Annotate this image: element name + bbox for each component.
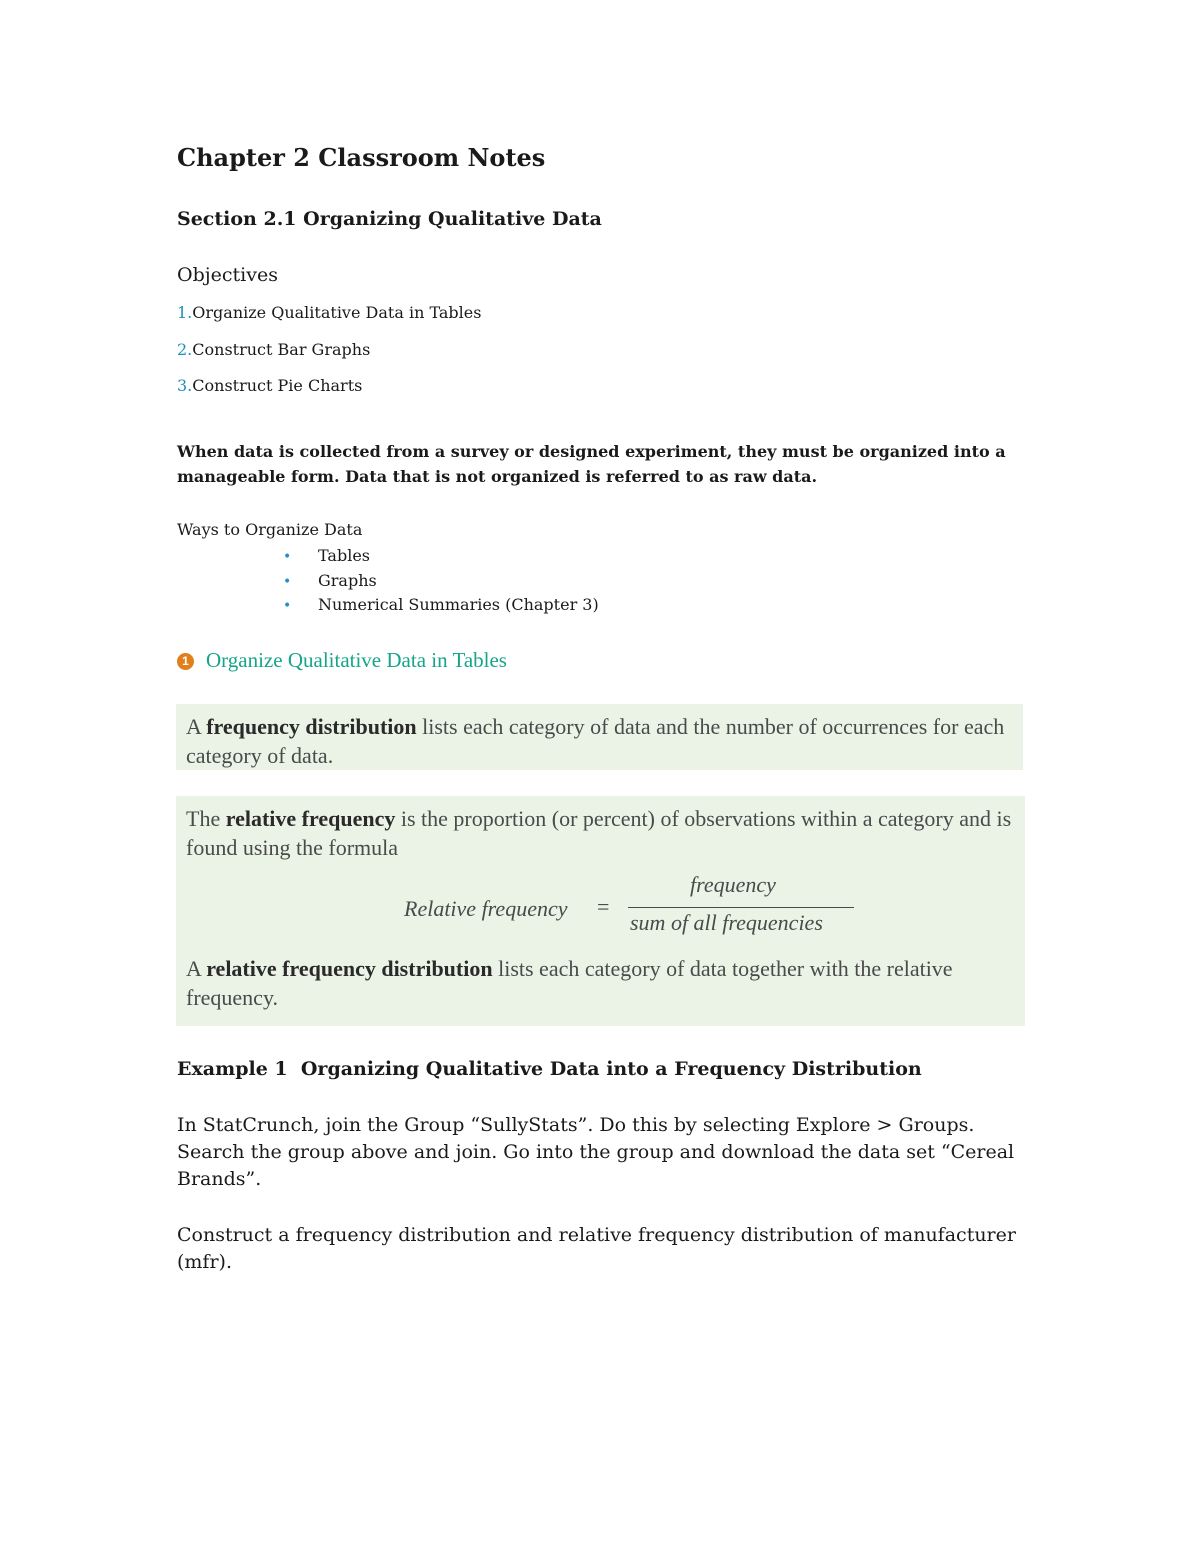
definition-term: relative frequency distribution xyxy=(206,956,493,981)
example-paragraph-instructions: In StatCrunch, join the Group “SullyStats”. Do this by selecting Explore > Groups. Search the group above and join. Go into the group and download the data set “Cereal Brands”. xyxy=(177,1114,1015,1190)
definition-prefix: A xyxy=(186,956,207,981)
definition-term: relative frequency xyxy=(225,806,396,831)
list-item-text: Tables xyxy=(318,546,371,565)
list-item xyxy=(283,571,377,590)
fraction-bar xyxy=(628,907,854,908)
definition-box-relative-frequency xyxy=(176,796,1025,1026)
formula-equals: = xyxy=(597,894,610,919)
objective-section-heading xyxy=(177,648,507,673)
formula-denominator: sum of all frequencies xyxy=(630,910,823,935)
bullet-icon: • xyxy=(283,574,292,590)
objective-number-badge-icon: 1 xyxy=(177,653,194,670)
bullet-icon: • xyxy=(283,598,292,614)
definition-prefix: A xyxy=(186,714,207,739)
objectives-heading: Objectives xyxy=(177,264,278,286)
objective-number: 2. xyxy=(177,340,193,359)
definition-text xyxy=(186,954,1016,1012)
list-item-text: Numerical Summaries (Chapter 3) xyxy=(318,595,599,614)
objective-item xyxy=(177,376,362,395)
formula-numerator: frequency xyxy=(690,872,776,897)
list-item xyxy=(283,595,599,614)
bullet-icon: • xyxy=(283,549,292,565)
objective-text: Construct Bar Graphs xyxy=(192,340,371,359)
objective-text: Organize Qualitative Data in Tables xyxy=(192,303,482,322)
objective-number: 3. xyxy=(177,376,193,395)
definition-term: frequency distribution xyxy=(206,714,417,739)
definition-text xyxy=(186,804,1016,862)
definition-prefix: The xyxy=(186,806,226,831)
objective-section-title: Organize Qualitative Data in Tables xyxy=(206,648,507,672)
example-paragraph-task: Construct a frequency distribution and relative frequency distribution of manufacturer (mfr). xyxy=(177,1224,1016,1273)
definition-body: lists each category of data and the number of occurrences for each category of data. xyxy=(186,714,1005,768)
objective-item xyxy=(177,303,481,322)
example-heading: Example 1 Organizing Qualitative Data into a Frequency Distribution xyxy=(177,1058,922,1080)
section-title: Section 2.1 Organizing Qualitative Data xyxy=(177,208,602,230)
definition-text xyxy=(186,712,1016,770)
list-item xyxy=(283,546,370,565)
chapter-title: Chapter 2 Classroom Notes xyxy=(177,143,546,172)
ways-heading: Ways to Organize Data xyxy=(177,520,363,539)
definition-body: is the proportion (or percent) of observations within a category and is found using the formula xyxy=(186,806,1012,860)
formula-lhs: Relative frequency xyxy=(404,896,568,921)
list-item-text: Graphs xyxy=(318,571,377,590)
definition-body: lists each category of data together with the relative frequency. xyxy=(186,956,953,1010)
objective-text: Construct Pie Charts xyxy=(192,376,363,395)
intro-paragraph: When data is collected from a survey or designed experiment, they must be organized into a manageable form. Data that is not organized is referred to as raw data. xyxy=(177,442,1006,486)
definition-box-frequency-distribution xyxy=(176,704,1023,770)
objective-item xyxy=(177,340,370,359)
objective-number: 1. xyxy=(177,303,193,322)
